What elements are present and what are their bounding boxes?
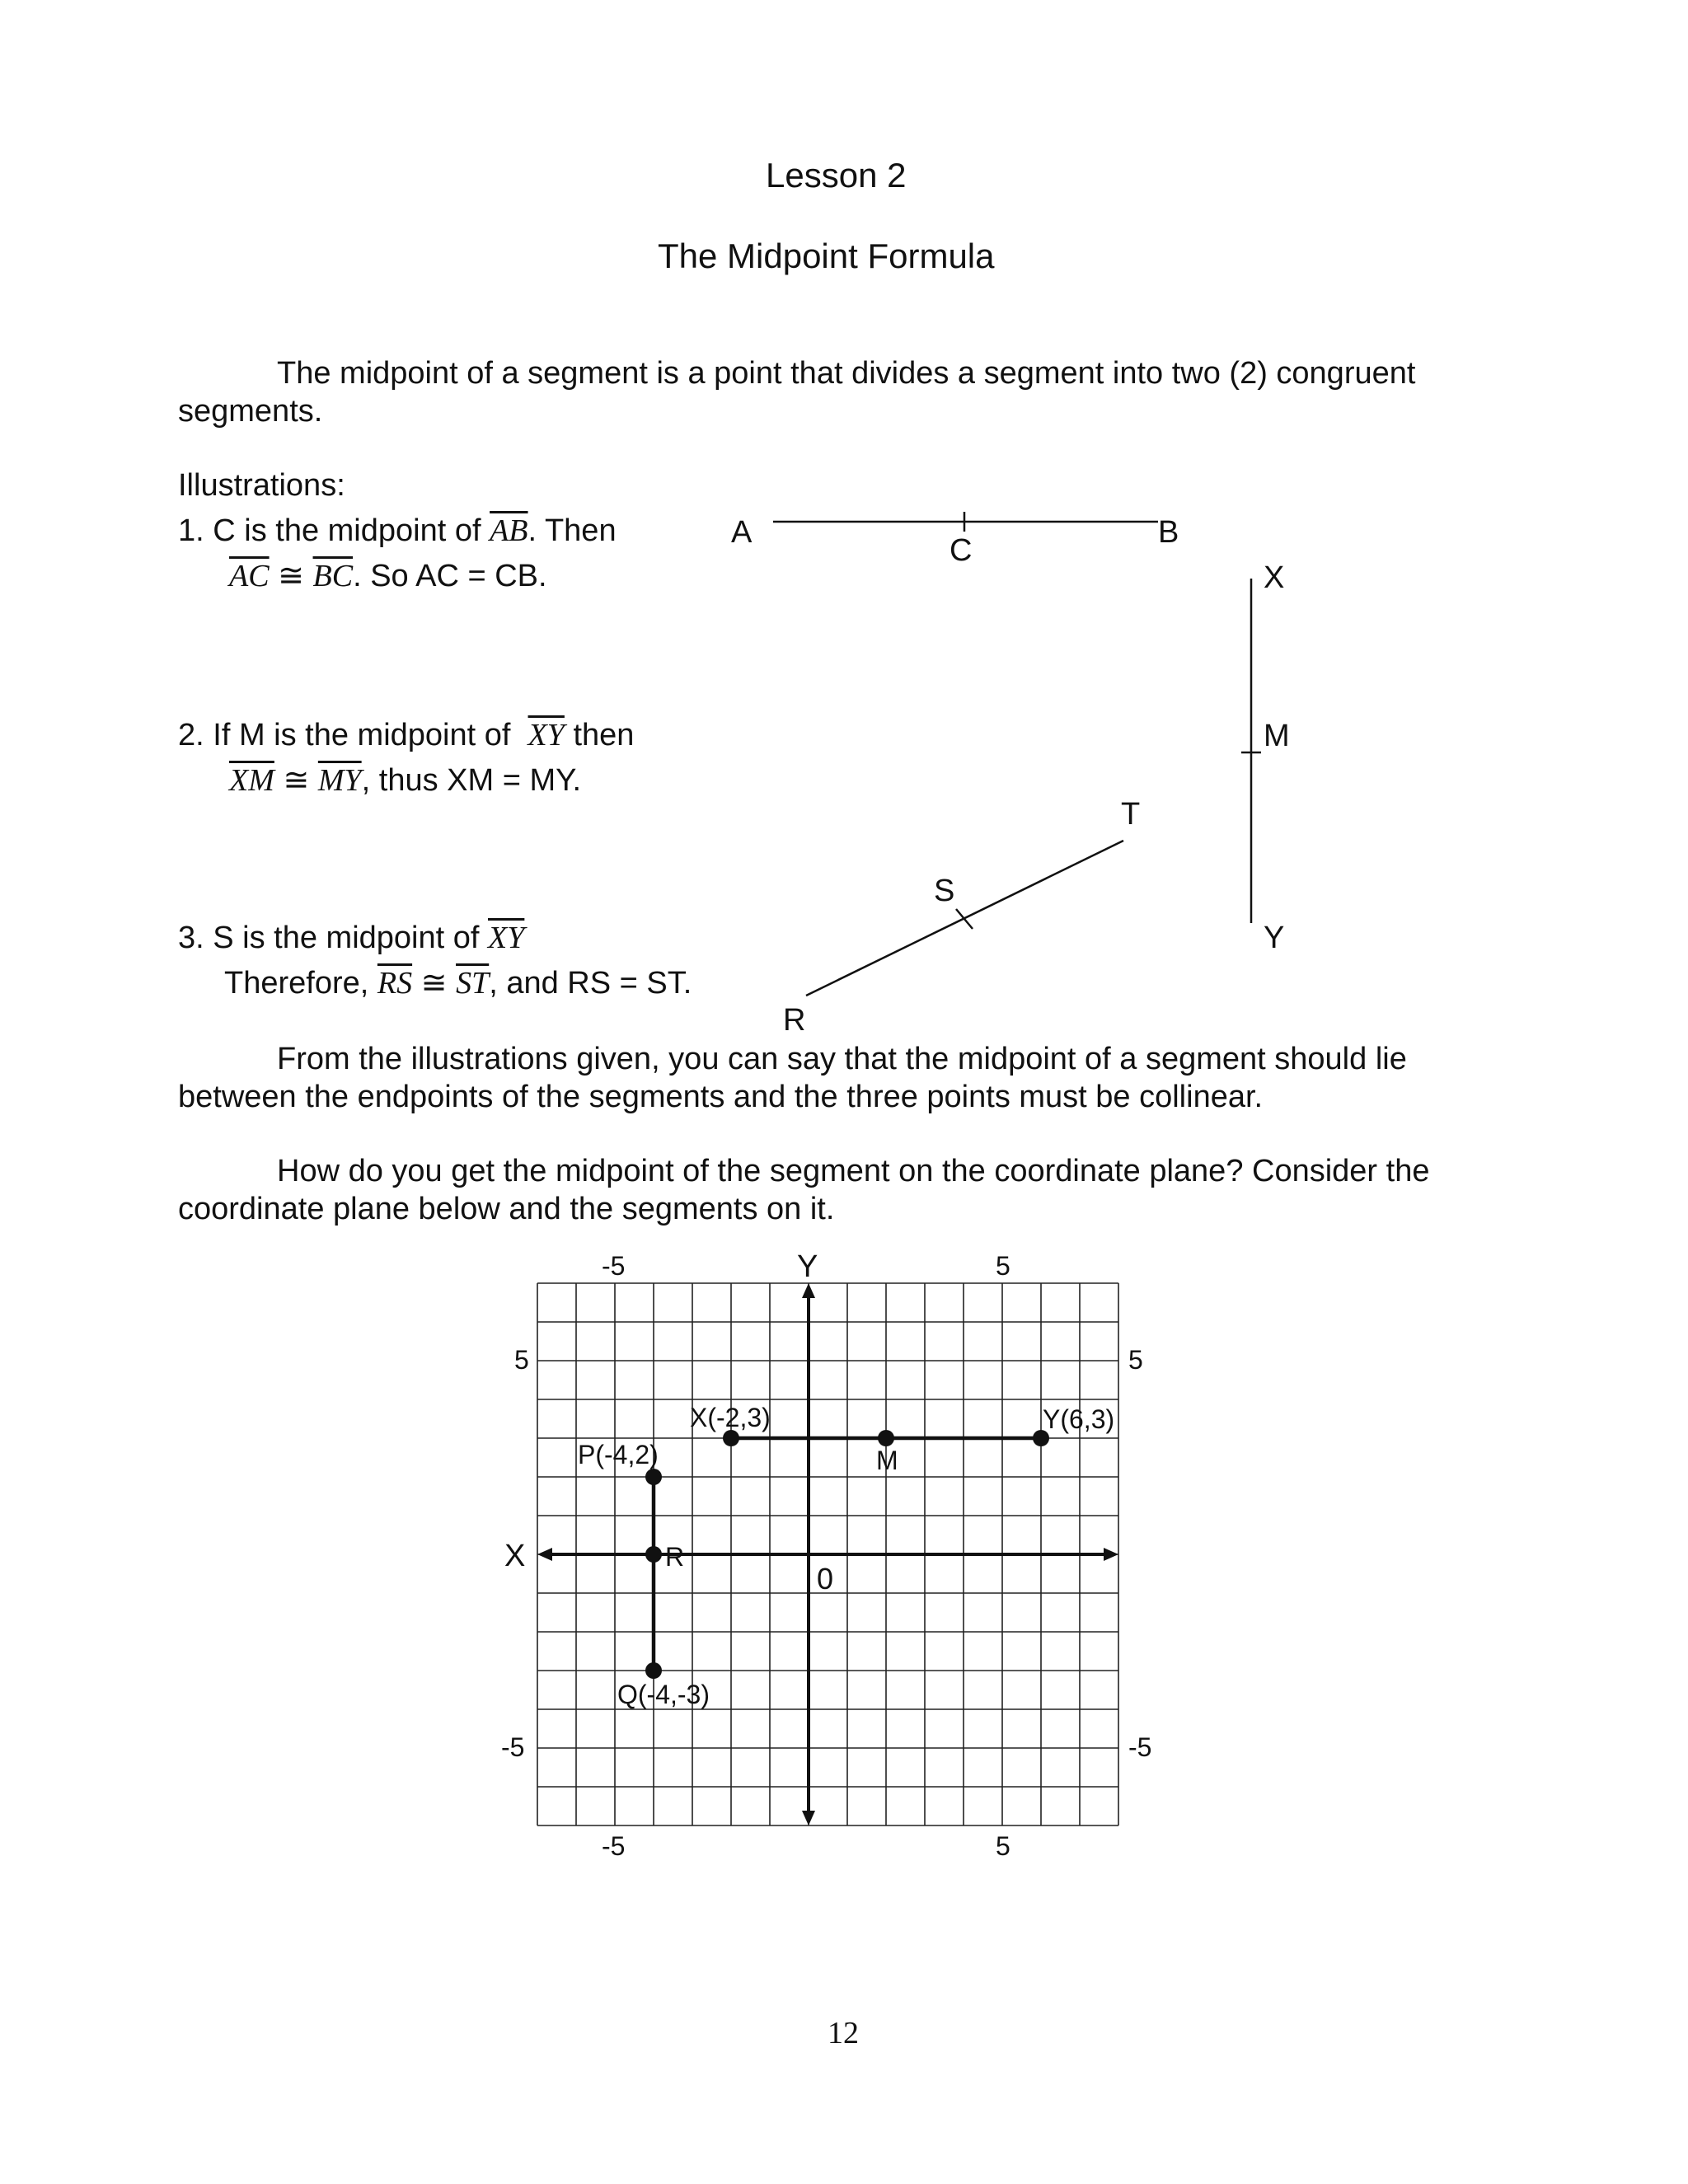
tick-label-y-neg-left: -5 — [501, 1732, 525, 1762]
segment-my: $\overline{MY}$ — [317, 763, 362, 798]
question-line-1: How do you get the midpoint of the segment on the coordinate plane? Consider the — [277, 1154, 1430, 1188]
coordinate-plane — [462, 1236, 1170, 1929]
y-axis-arrow-up — [802, 1283, 815, 1298]
segment-xm: $\overline{XM}$ — [229, 763, 274, 798]
tick-label-y-pos-right: 5 — [1128, 1345, 1143, 1375]
item-1-text-a: C is the midpoint of — [213, 513, 481, 548]
label-c: C — [950, 533, 973, 568]
congruent-symbol: ≅ — [283, 763, 310, 798]
x-axis-label: X — [504, 1539, 526, 1573]
item-1-number: 1. — [178, 513, 204, 548]
congruent-symbol: ≅ — [278, 559, 304, 593]
lesson-number: Lesson 2 — [766, 156, 907, 194]
collinear-line-1: From the illustrations given, you can say that the midpoint of a segment should lie — [277, 1042, 1407, 1076]
point-label-x: X(-2,3) — [690, 1403, 771, 1432]
y-axis-label: Y — [797, 1249, 818, 1284]
point-label-y: Y(6,3) — [1043, 1404, 1115, 1434]
congruent-symbol: ≅ — [420, 966, 448, 1001]
segment-rs: $\overline{RS}$ — [377, 966, 413, 1001]
label-s: S — [934, 874, 955, 908]
label-y: Y — [1264, 921, 1285, 955]
item-2-text-a: If M is the midpoint of — [213, 718, 511, 752]
x-axis-arrow-right — [1104, 1548, 1118, 1561]
segment-figures — [0, 0, 1688, 1071]
item-2-text-c: , thus XM = MY. — [361, 763, 582, 798]
tick-label-x-neg-bottom: -5 — [602, 1831, 626, 1861]
illustrations-heading: Illustrations: — [178, 468, 345, 503]
segment-bc: $\overline{BC}$ — [312, 559, 354, 593]
origin-label: 0 — [817, 1562, 834, 1596]
point-label-p: P(-4,2) — [578, 1440, 659, 1469]
item-2-text-b: then — [573, 718, 635, 752]
item-3-number: 3. — [178, 921, 204, 955]
point-label-m: M — [876, 1446, 898, 1475]
point-label-r: R — [665, 1542, 685, 1572]
item-3-text-b: Therefore, — [224, 966, 369, 1001]
tick-label-y-neg-right: -5 — [1128, 1732, 1152, 1762]
point-p — [645, 1469, 662, 1485]
item-3-text-a: S is the midpoint of — [213, 921, 480, 955]
question-line-2: coordinate plane below and the segments on it. — [178, 1192, 835, 1226]
segment-ac: $\overline{AC}$ — [229, 559, 270, 593]
tick-label-x-neg-top: -5 — [602, 1251, 626, 1281]
item-2-number: 2. — [178, 718, 204, 752]
label-m: M — [1264, 719, 1290, 753]
item-1-text-b: . Then — [528, 513, 617, 548]
point-x — [723, 1430, 739, 1446]
axes — [504, 1249, 1118, 1825]
item-3-text-c: , and RS = ST. — [489, 966, 692, 1001]
midpoint-tick-s — [956, 909, 973, 929]
figure-rt — [806, 841, 1123, 996]
label-x: X — [1264, 560, 1285, 595]
figure-xy — [1241, 579, 1261, 923]
segment-st: $\overline{ST}$ — [456, 966, 490, 1001]
intro-line-2: segments. — [178, 394, 323, 429]
segment-xy-3: $\overline{XY}$ — [488, 921, 525, 955]
collinear-line-2: between the endpoints of the segments and the three points must be collinear. — [178, 1080, 1264, 1114]
figure-ab — [773, 512, 1158, 532]
point-r — [645, 1546, 662, 1563]
page-number: 12 — [828, 2016, 859, 2050]
label-r: R — [783, 1003, 806, 1038]
point-q — [645, 1662, 662, 1679]
segment-ab: $\overline{AB}$ — [490, 513, 528, 548]
item-1-text-c: . So AC = CB. — [353, 559, 547, 593]
intro-line-1: The midpoint of a segment is a point that divides a segment into two (2) congruent — [277, 356, 1416, 391]
label-b: B — [1158, 515, 1179, 550]
tick-label-y-pos-left: 5 — [514, 1345, 529, 1375]
collinear-paragraph — [178, 1040, 1510, 1116]
question-paragraph — [178, 1152, 1510, 1228]
tick-label-x-pos-top: 5 — [996, 1251, 1010, 1281]
page-title: The Midpoint Formula — [658, 237, 995, 275]
label-t: T — [1121, 797, 1141, 832]
y-axis-arrow-down — [802, 1811, 815, 1825]
point-label-q: Q(-4,-3) — [617, 1680, 710, 1709]
segment-xy: $\overline{XY}$ — [528, 718, 565, 752]
label-a: A — [731, 515, 753, 550]
point-m — [878, 1430, 894, 1446]
tick-label-x-pos-bottom: 5 — [996, 1831, 1010, 1861]
x-axis-arrow-left — [537, 1548, 552, 1561]
